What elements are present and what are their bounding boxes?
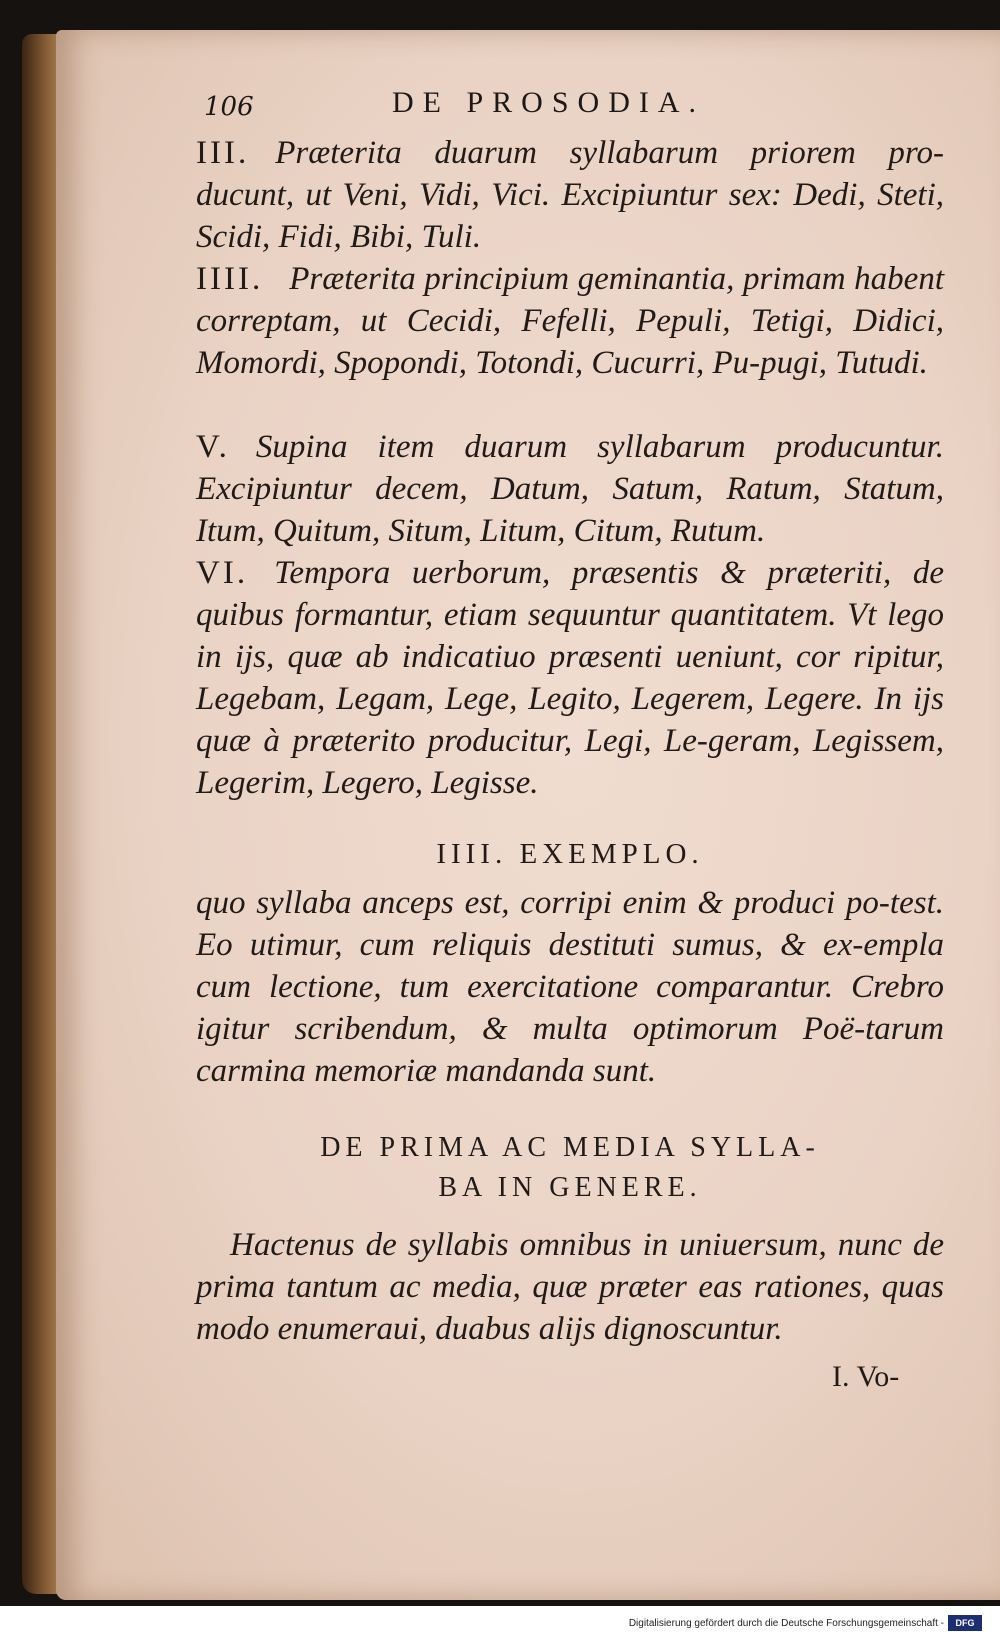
digitization-credit: Digitalisierung gefördert durch die Deutsche Forschungsgemeinschaft - (628, 1618, 944, 1629)
prima-paragraph: Hactenus de syllabis omnibus in uniuersum, nunc de prima tantum ac media, quæ præter eas rationes, quas modo enumeraui, duabus alijs dignoscuntur. (196, 1227, 944, 1347)
rule-paragraph-6 (196, 552, 944, 804)
running-title: DE PROSODIA. (392, 86, 706, 119)
rule-paragraph-3 (196, 132, 944, 258)
catchword: I. Vo- (832, 1360, 900, 1393)
exemplo-paragraph: quo syllaba anceps est, corripi enim & produci po-test. Eo utimur, cum reliquis destituti sumus, & ex-empla cum lectione, tum exercitatione comparantur. Crebro igitur scribendum, & multa optimorum Poë-tarum carmina memoriæ mandanda sunt. (196, 885, 944, 1089)
section-heading-prima-line2: BA IN GENERE. (438, 1172, 702, 1203)
section-heading-prima-line1: DE PRIMA AC MEDIA SYLLA- (320, 1132, 820, 1163)
rule-text: Supina item duarum syllabarum producuntur. Excipiuntur decem, Datum, Satum, Ratum, Statum, Itum, Quitum, Situm, Litum, Citum, Rutum. (196, 429, 944, 549)
rule-number: V. (196, 429, 230, 465)
rule-paragraph-5 (196, 426, 944, 552)
rule-paragraph-4 (196, 258, 944, 384)
section-heading-exemplo: IIII. EXEMPLO. (436, 838, 704, 870)
dfg-logo: DFG (948, 1615, 982, 1631)
rule-text: Præterita duarum syllabarum priorem pro-ducunt, ut Veni, Vidi, Vici. Excipiuntur sex: Dedi, Steti, Scidi, Fidi, Bibi, Tuli. (196, 135, 944, 255)
rule-text: Præterita principium geminantia, primam habent correptam, ut Cecidi, Fefelli, Pepuli, Tetigi, Didici, Momordi, Spopondi, Totondi, Cucurri, Pu-pugi, Tutudi. (196, 261, 944, 381)
rule-number: VI. (196, 555, 249, 591)
rule-text: Tempora uerborum, præsentis & præteriti, de quibus formantur, etiam sequuntur quantitatem. Vt lego in ijs, quæ ab indicatiuo præsenti ueniunt, cor ripitur, Legebam, Legam, Lege, Legito, Legerem, Legere. In ijs quæ à præterito producitur, Legi, Le-geram, Legissem, Legerim, Legero, Legisse. (196, 555, 944, 801)
rule-number: III. (196, 135, 250, 171)
rule-number: IIII. (196, 261, 264, 297)
running-head (204, 86, 964, 126)
page-number: 106 (204, 92, 254, 122)
